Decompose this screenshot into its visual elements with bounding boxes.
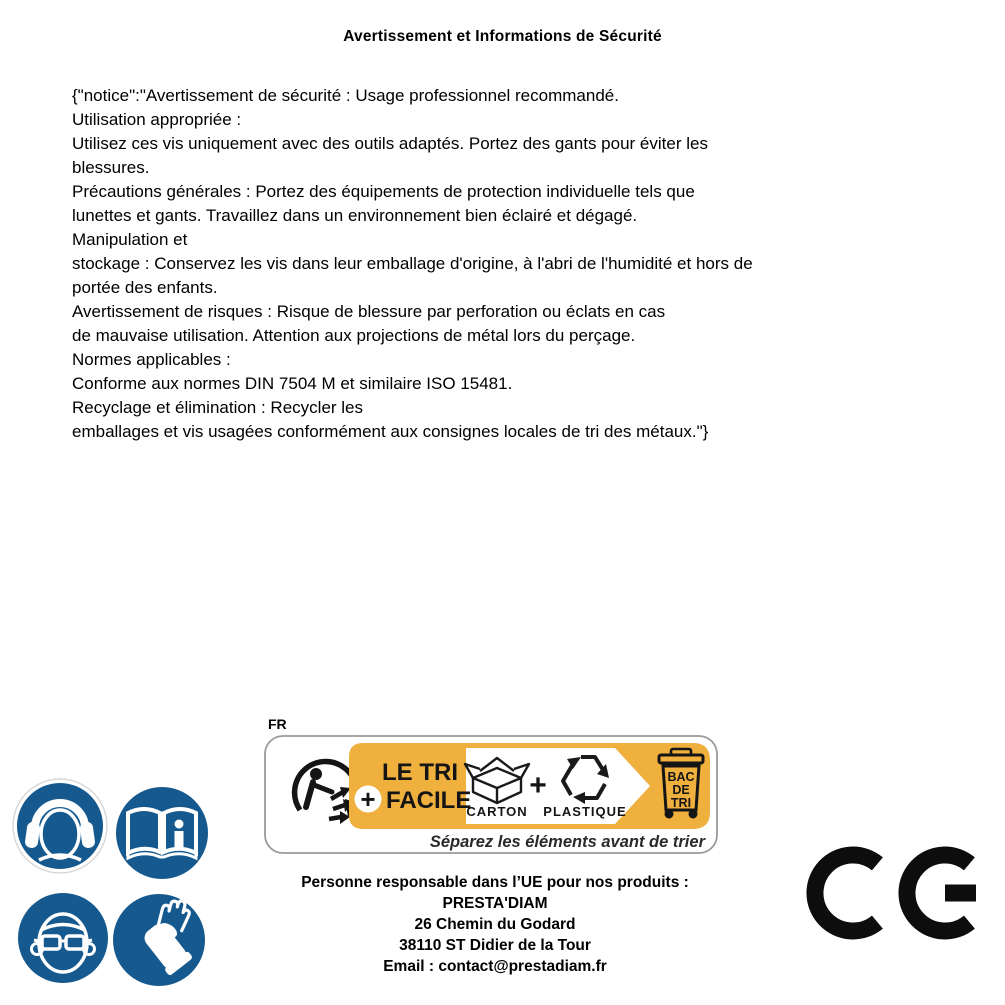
materials-plus: +: [529, 769, 547, 802]
headline-le-tri: LE TRI: [382, 759, 458, 786]
responsible-street: 26 Chemin du Godard: [414, 916, 576, 933]
notice-line: stockage : Conservez les vis dans leur emballage d'origine, à l'abri de l'humidité et hors de: [72, 254, 753, 273]
eye-protection-icon: [18, 893, 108, 983]
notice-line: Normes applicables :: [72, 350, 231, 369]
safety-notice-text: [72, 84, 912, 444]
material-plastique-label: PLASTIQUE: [543, 804, 627, 819]
notice-line: lunettes et gants. Travaillez dans un environnement bien éclairé et dégagé.: [72, 206, 638, 225]
notice-line: Conforme aux normes DIN 7504 M et similaire ISO 15481.: [72, 374, 513, 393]
headline-plus: +: [360, 784, 376, 814]
country-code: FR: [268, 716, 287, 732]
notice-line: Précautions générales : Portez des équipements de protection individuelle tels que: [72, 182, 695, 201]
bin-text-tri: TRI: [670, 796, 692, 810]
responsible-email: Email : contact@prestadiam.fr: [383, 958, 607, 975]
bin-text-bac: BAC: [667, 770, 695, 784]
sorting-caption: Séparez les éléments avant de trier: [429, 833, 705, 851]
notice-line: Recyclage et élimination : Recycler les: [72, 398, 364, 417]
bin-text-de: DE: [672, 783, 690, 797]
material-carton-label: CARTON: [466, 804, 528, 819]
recycling-sorting-label: [263, 733, 721, 862]
gloves-icon: [113, 894, 205, 986]
notice-line: blessures.: [72, 158, 150, 177]
headline-facile: FACILE: [386, 787, 472, 814]
notice-line: emballages et vis usagées conformément aux consignes locales de tri des métaux."}: [72, 422, 709, 441]
notice-line: Utilisez ces vis uniquement avec des outils adaptés. Portez des gants pour éviter les: [72, 134, 708, 153]
notice-line: de mauvaise utilisation. Attention aux projections de métal lors du perçage.: [72, 326, 636, 345]
notice-line: portée des enfants.: [72, 278, 218, 297]
responsible-intro: Personne responsable dans l’UE pour nos produits :: [301, 874, 689, 891]
responsible-city: 38110 ST Didier de la Tour: [399, 937, 591, 954]
mandatory-safety-pictograms: [10, 778, 220, 995]
notice-line: Avertissement de risques : Risque de blessure par perforation ou éclats en cas: [72, 302, 666, 321]
read-manual-icon: [116, 787, 208, 879]
notice-line: Utilisation appropriée :: [72, 110, 242, 129]
eu-responsible-block: [245, 872, 745, 977]
responsible-company: PRESTA'DIAM: [442, 895, 548, 912]
ce-marking-icon: [795, 840, 995, 955]
notice-line: {"notice":"Avertissement de sécurité : Usage professionnel recommandé.: [72, 86, 619, 105]
page-title: Avertissement et Informations de Sécurité: [343, 28, 662, 45]
notice-line: Manipulation et: [72, 230, 188, 249]
ear-protection-icon: [13, 779, 107, 873]
